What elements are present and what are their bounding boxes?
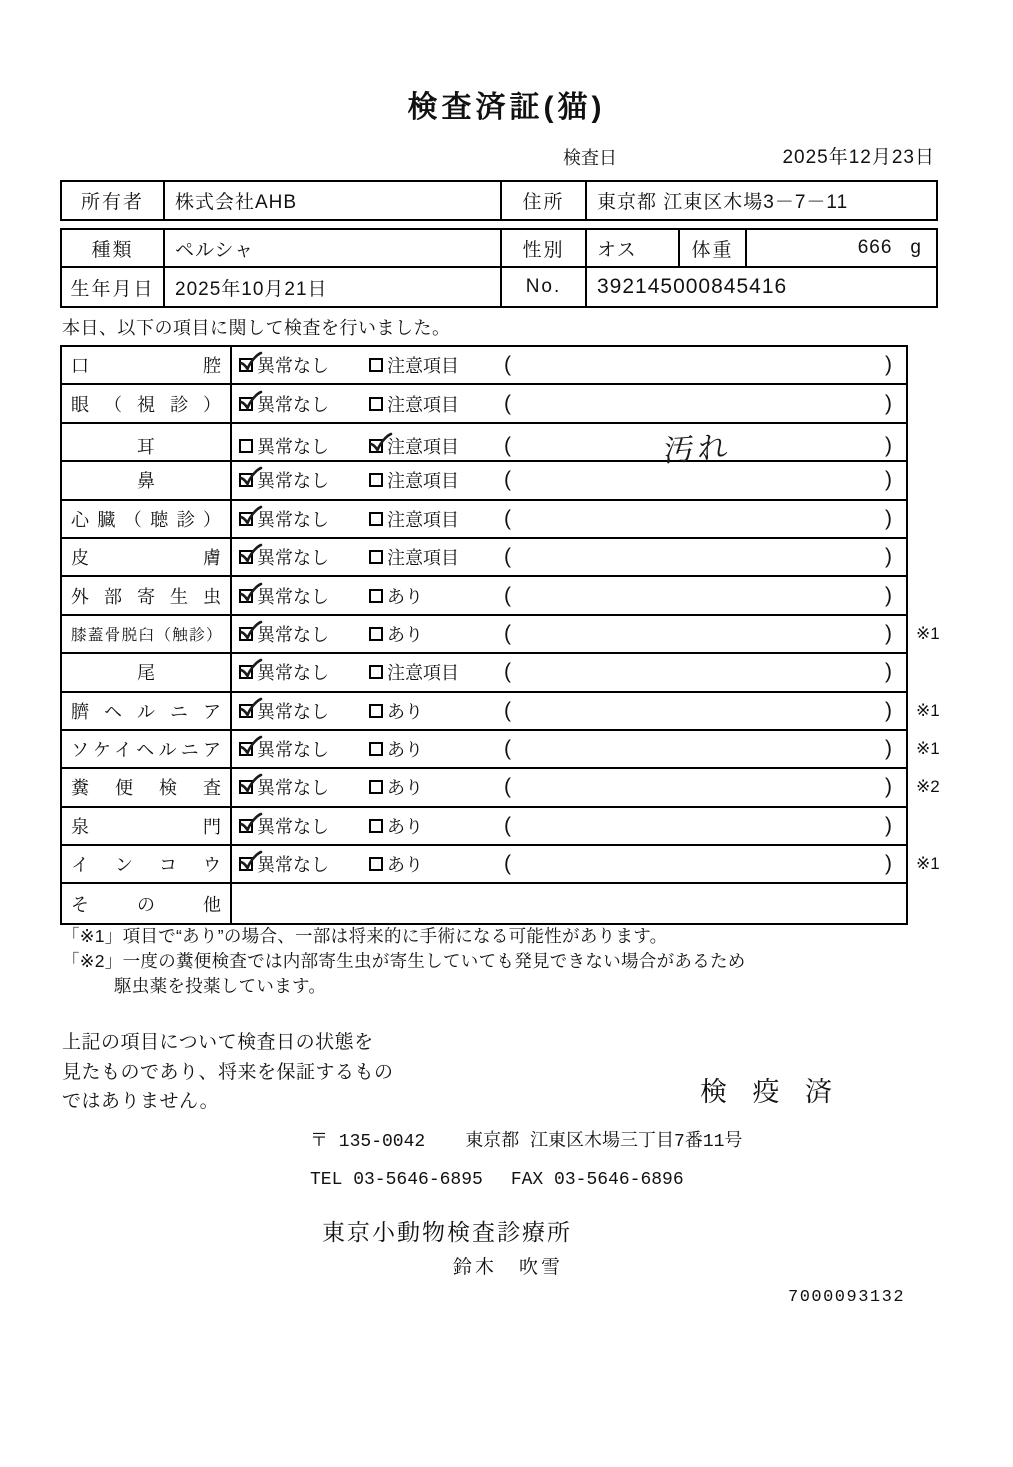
check-mark-icon xyxy=(238,351,263,372)
option-flag-label: 注意項目 xyxy=(387,394,459,415)
open-paren: ( xyxy=(504,468,511,492)
findings-field xyxy=(500,808,906,844)
item-label-cell xyxy=(62,654,232,690)
item-label: ソケイヘルニア xyxy=(71,740,221,761)
option-flag xyxy=(369,736,499,762)
footnote-ref: ※2 xyxy=(916,777,940,797)
findings-field xyxy=(500,539,906,575)
owner-label: 所有者 xyxy=(62,182,165,219)
close-paren: ) xyxy=(885,660,892,684)
options-cell xyxy=(232,884,500,922)
footnote-ref: ※1 xyxy=(916,700,940,720)
checkbox-normal xyxy=(239,819,253,833)
option-flag-label: あり xyxy=(387,624,423,645)
option-normal xyxy=(239,736,369,762)
option-flag xyxy=(369,774,499,800)
page-title: 検査済証(猫) xyxy=(407,91,606,124)
options-cell xyxy=(232,846,500,882)
checkbox-flag xyxy=(369,439,383,453)
inspection-row xyxy=(62,693,940,731)
findings-field xyxy=(500,654,906,690)
checkbox-flag xyxy=(369,589,383,603)
findings-field xyxy=(500,693,906,729)
checkbox-normal xyxy=(239,742,253,756)
birth-value: 2025年10月21日 xyxy=(165,268,502,306)
inspection-row xyxy=(62,539,906,577)
option-flag xyxy=(369,583,499,609)
option-flag xyxy=(369,506,499,532)
checkbox-flag xyxy=(369,704,383,718)
checkbox-normal xyxy=(239,473,253,487)
item-label-cell xyxy=(62,347,232,383)
footnote-ref: ※1 xyxy=(916,854,940,874)
checkbox-flag xyxy=(369,627,383,641)
clinic-fax: FAX 03-5646-6896 xyxy=(510,1170,684,1190)
option-flag-label: 注意項目 xyxy=(387,509,459,530)
option-normal xyxy=(239,851,369,877)
check-mark-icon xyxy=(238,466,263,487)
checkbox-normal xyxy=(239,550,253,564)
option-normal xyxy=(239,583,369,609)
checkbox-normal xyxy=(239,857,253,871)
findings-field xyxy=(500,424,906,468)
close-paren: ) xyxy=(885,775,892,799)
option-normal-label: 異常なし xyxy=(257,816,329,837)
weight-label: 体重 xyxy=(680,230,747,268)
close-paren: ) xyxy=(885,433,892,457)
footnote-ref: ※1 xyxy=(916,623,940,643)
item-label-cell xyxy=(62,424,232,468)
item-label-cell xyxy=(62,769,232,805)
inspection-row xyxy=(62,347,906,385)
item-label: 泉門 xyxy=(71,816,221,837)
close-paren: ) xyxy=(885,353,892,377)
option-flag-label: あり xyxy=(387,701,423,722)
options-cell xyxy=(232,808,500,844)
item-label: 尾 xyxy=(137,663,155,684)
inspection-date-label: 検査日 xyxy=(563,148,617,168)
close-paren: ) xyxy=(885,468,892,492)
open-paren: ( xyxy=(504,506,511,530)
checkbox-flag xyxy=(369,397,383,411)
disclaimer xyxy=(62,1028,394,1117)
inspection-row xyxy=(62,424,906,469)
handwritten-note: 汚れ xyxy=(663,430,733,469)
weight-unit: g xyxy=(910,237,922,258)
breed-value: ペルシャ xyxy=(165,230,502,268)
options-cell xyxy=(232,616,500,652)
no-value: 392145000845416 xyxy=(597,275,788,298)
option-flag-label: あり xyxy=(387,816,423,837)
item-label-cell xyxy=(62,693,232,729)
option-flag xyxy=(369,813,499,839)
item-label-cell xyxy=(62,884,232,922)
findings-field xyxy=(500,731,906,767)
option-normal xyxy=(239,352,369,378)
address-label: 住所 xyxy=(502,182,587,219)
item-label: 鼻 xyxy=(137,471,155,492)
open-paren: ( xyxy=(504,852,511,876)
inspection-date-value: 2025年12月23日 xyxy=(782,147,935,168)
intro-text: 本日、以下の項目に関して検査を行いました。 xyxy=(62,318,451,338)
clinic-phone-line xyxy=(310,1170,684,1190)
option-flag-label: あり xyxy=(387,740,423,761)
weight-value: 666 xyxy=(857,237,893,258)
options-cell xyxy=(232,693,500,729)
option-normal xyxy=(239,391,369,417)
clinic-tel: TEL 03-5646-6895 xyxy=(310,1170,483,1190)
checkbox-flag xyxy=(369,358,383,372)
option-flag-label: 注意項目 xyxy=(387,471,459,492)
option-normal-label: 異常なし xyxy=(257,586,329,607)
item-label: 外部寄生虫 xyxy=(71,586,221,607)
check-mark-icon xyxy=(238,812,263,833)
open-paren: ( xyxy=(504,813,511,837)
option-normal xyxy=(239,621,369,647)
sex-label: 性別 xyxy=(502,230,587,268)
option-normal xyxy=(239,467,369,493)
checkbox-flag xyxy=(369,742,383,756)
open-paren: ( xyxy=(504,698,511,722)
option-flag-label: あり xyxy=(387,778,423,799)
sex-value: オス xyxy=(587,230,680,268)
options-cell xyxy=(232,501,500,537)
option-normal-label: 異常なし xyxy=(257,701,329,722)
option-flag xyxy=(369,659,499,685)
item-label-cell xyxy=(62,731,232,767)
checkbox-normal xyxy=(239,512,253,526)
open-paren: ( xyxy=(504,737,511,761)
check-mark-icon xyxy=(238,697,263,718)
option-normal-label: 異常なし xyxy=(257,740,329,761)
item-label: 皮膚 xyxy=(71,548,221,569)
option-normal-label: 異常なし xyxy=(257,548,329,569)
check-mark-icon xyxy=(238,735,263,756)
option-normal xyxy=(239,774,369,800)
owner-value: 株式会社AHB xyxy=(165,182,502,219)
option-normal xyxy=(239,813,369,839)
option-normal xyxy=(239,433,369,459)
close-paren: ) xyxy=(885,621,892,645)
item-label-cell xyxy=(62,501,232,537)
option-normal-label: 異常なし xyxy=(257,394,329,415)
option-flag xyxy=(369,851,499,877)
option-flag-label: あり xyxy=(387,586,423,607)
findings-field xyxy=(500,616,906,652)
option-normal-label: 異常なし xyxy=(257,436,329,457)
findings-field xyxy=(500,347,906,383)
check-mark-icon xyxy=(238,850,263,871)
options-cell xyxy=(232,385,500,421)
check-mark-icon xyxy=(238,543,263,564)
options-cell xyxy=(232,769,500,805)
check-mark-icon xyxy=(238,390,263,411)
inspection-row xyxy=(62,501,906,539)
findings-field xyxy=(500,846,906,882)
no-label: No. xyxy=(502,268,587,306)
option-normal-label: 異常なし xyxy=(257,509,329,530)
close-paren: ) xyxy=(885,737,892,761)
item-label-cell xyxy=(62,616,232,652)
birth-label: 生年月日 xyxy=(62,268,165,306)
checkbox-flag xyxy=(369,473,383,487)
close-paren: ) xyxy=(885,506,892,530)
inspection-row xyxy=(62,731,940,769)
checkbox-flag xyxy=(369,550,383,564)
inspection-row xyxy=(62,884,906,922)
checkbox-flag xyxy=(369,512,383,526)
inspection-row xyxy=(62,808,906,846)
open-paren: ( xyxy=(504,621,511,645)
item-label: 耳 xyxy=(137,436,155,457)
options-cell xyxy=(232,347,500,383)
item-label-cell xyxy=(62,846,232,882)
option-normal-label: 異常なし xyxy=(257,855,329,876)
inspection-row xyxy=(62,769,940,807)
option-flag-label: あり xyxy=(387,855,423,876)
findings-field xyxy=(500,577,906,613)
item-label: 口腔 xyxy=(71,356,221,377)
option-normal xyxy=(239,506,369,532)
option-flag xyxy=(369,433,499,459)
options-cell xyxy=(232,654,500,690)
disclaimer-line-1: 上記の項目について検査日の状態を xyxy=(62,1032,374,1053)
option-flag xyxy=(369,621,499,647)
option-normal-label: 異常なし xyxy=(257,663,329,684)
item-label: 糞便検査 xyxy=(71,778,221,799)
check-mark-icon xyxy=(238,658,263,679)
checkbox-flag xyxy=(369,819,383,833)
footnote-2-continued: 駆虫薬を投薬しています。 xyxy=(114,976,327,996)
checkbox-normal xyxy=(239,358,253,372)
clinic-name: 東京小動物検査診療所 xyxy=(322,1219,572,1245)
open-paren: ( xyxy=(504,353,511,377)
disclaimer-line-2: 見たものであり、将来を保証するもの xyxy=(62,1061,394,1083)
close-paren: ) xyxy=(885,545,892,569)
checkbox-normal xyxy=(239,589,253,603)
option-normal-label: 異常なし xyxy=(257,624,329,645)
option-normal xyxy=(239,544,369,570)
postal-code: 〒 135-0042 xyxy=(310,1132,426,1152)
check-mark-icon xyxy=(238,773,263,794)
item-label: その他 xyxy=(71,894,221,915)
close-paren: ) xyxy=(885,698,892,722)
option-flag-label: 注意項目 xyxy=(387,663,459,684)
inspection-row xyxy=(62,616,940,654)
open-paren: ( xyxy=(504,391,511,415)
weight-value-cell xyxy=(747,230,936,268)
checkbox-normal xyxy=(239,780,253,794)
clinic-street-address: 東京都 江東区木場三丁目7番11号 xyxy=(465,1132,743,1152)
close-paren: ) xyxy=(885,852,892,876)
checkbox-normal xyxy=(239,439,253,453)
option-normal xyxy=(239,698,369,724)
findings-field xyxy=(500,462,906,498)
checkbox-flag xyxy=(369,857,383,871)
options-cell xyxy=(232,731,500,767)
findings-field xyxy=(500,769,906,805)
breed-label: 種類 xyxy=(62,230,165,268)
serial-number: 7000093132 xyxy=(788,1288,906,1307)
item-label: 心臓（聴診） xyxy=(71,509,221,530)
item-label: 眼（視診） xyxy=(71,394,221,415)
checkbox-normal xyxy=(239,704,253,718)
item-label: インコウ xyxy=(71,855,221,876)
footnotes xyxy=(62,924,746,999)
options-cell xyxy=(232,577,500,613)
item-label-cell xyxy=(62,577,232,613)
item-label: 臍ヘルニア xyxy=(71,701,221,722)
open-paren: ( xyxy=(504,660,511,684)
inspection-row xyxy=(62,385,906,423)
close-paren: ) xyxy=(885,813,892,837)
check-mark-icon xyxy=(238,620,263,641)
option-flag-label: 注意項目 xyxy=(387,436,459,457)
address-value: 東京都 江東区木場3－7－11 xyxy=(597,192,849,213)
checkbox-normal xyxy=(239,665,253,679)
check-mark-icon xyxy=(238,505,263,526)
checkbox-normal xyxy=(239,397,253,411)
open-paren: ( xyxy=(504,583,511,607)
footnote-2: 「※2」一度の糞便検査では内部寄生虫が寄生していても発見できない場合があるため xyxy=(62,951,746,971)
item-label-cell xyxy=(62,462,232,498)
item-label-cell xyxy=(62,539,232,575)
option-flag-label: 注意項目 xyxy=(387,548,459,569)
option-flag xyxy=(369,544,499,570)
item-label: 膝蓋骨脱臼（触診） xyxy=(71,626,221,644)
option-normal xyxy=(239,659,369,685)
check-mark-icon xyxy=(238,582,263,603)
option-flag xyxy=(369,352,499,378)
item-label-cell xyxy=(62,385,232,421)
option-flag xyxy=(369,391,499,417)
inspection-row xyxy=(62,462,906,500)
inspection-row xyxy=(62,577,906,615)
disclaimer-line-3: ではありません。 xyxy=(62,1091,220,1112)
option-normal-label: 異常なし xyxy=(257,471,329,492)
open-paren: ( xyxy=(504,545,511,569)
clinic-address-line xyxy=(310,1126,742,1152)
checkbox-normal xyxy=(239,627,253,641)
pet-table xyxy=(60,228,938,308)
footnote-ref: ※1 xyxy=(916,739,940,759)
option-flag xyxy=(369,467,499,493)
footnote-1: 「※1」項目で“あり”の場合、一部は将来的に手術になる可能性があります。 xyxy=(62,926,668,946)
options-cell xyxy=(232,539,500,575)
inspection-table xyxy=(60,345,940,925)
findings-field xyxy=(500,385,906,421)
checkbox-flag xyxy=(369,780,383,794)
checkbox-flag xyxy=(369,665,383,679)
options-cell xyxy=(232,462,500,498)
options-cell xyxy=(232,424,500,468)
inspection-row xyxy=(62,654,906,692)
option-flag xyxy=(369,698,499,724)
owner-table xyxy=(60,180,938,221)
check-mark-icon xyxy=(368,432,393,453)
option-flag-label: 注意項目 xyxy=(387,356,459,377)
veterinarian-name: 鈴木 吹雪 xyxy=(453,1257,564,1278)
option-normal-label: 異常なし xyxy=(257,356,329,377)
inspection-row xyxy=(62,846,940,884)
close-paren: ) xyxy=(885,391,892,415)
item-label-cell xyxy=(62,808,232,844)
findings-field xyxy=(500,501,906,537)
quarantine-stamp: 検 疫 済 xyxy=(700,1077,842,1107)
open-paren: ( xyxy=(504,433,511,457)
open-paren: ( xyxy=(504,775,511,799)
option-normal-label: 異常なし xyxy=(257,778,329,799)
close-paren: ) xyxy=(885,583,892,607)
